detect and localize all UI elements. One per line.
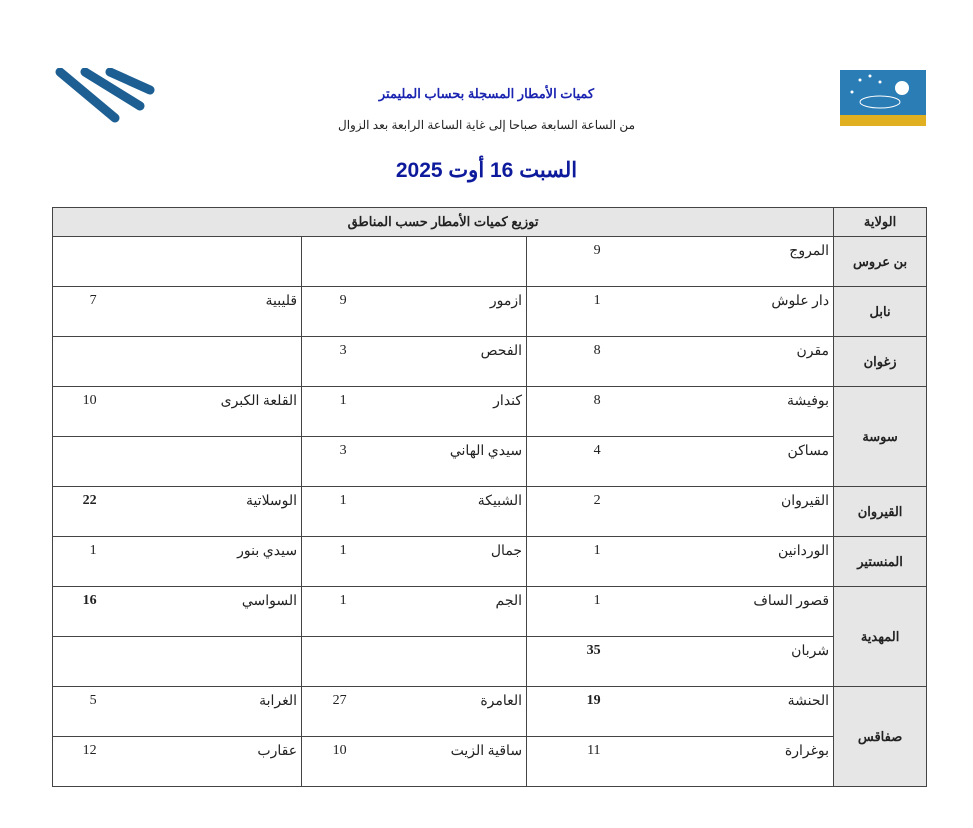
rainfall-value <box>53 437 102 487</box>
station-name: الحنشة <box>606 687 834 737</box>
station-name <box>102 637 302 687</box>
rainfall-value: 1 <box>302 487 352 537</box>
rainfall-value: 2 <box>527 487 606 537</box>
station-name <box>102 437 302 487</box>
rainfall-value: 9 <box>527 237 606 287</box>
station-name: بوغرارة <box>606 737 834 787</box>
station-name: الوردانين <box>606 537 834 587</box>
rainfall-value: 8 <box>527 387 606 437</box>
station-name: الفحص <box>352 337 527 387</box>
rainfall-value: 12 <box>53 737 102 787</box>
rainfall-value: 10 <box>302 737 352 787</box>
table-row <box>53 537 927 587</box>
station-name: دار علوش <box>606 287 834 337</box>
rainfall-value: 11 <box>527 737 606 787</box>
station-name: شربان <box>606 637 834 687</box>
station-name: القيروان <box>606 487 834 537</box>
rainfall-value <box>302 237 352 287</box>
station-name: قصور الساف <box>606 587 834 637</box>
station-name: سيدي بنور <box>102 537 302 587</box>
rainfall-value: 7 <box>53 287 102 337</box>
rainfall-value <box>53 637 102 687</box>
station-name: الجم <box>352 587 527 637</box>
rainfall-value: 1 <box>527 587 606 637</box>
rainfall-value: 1 <box>527 537 606 587</box>
rainfall-value <box>53 337 102 387</box>
rainfall-value: 1 <box>527 287 606 337</box>
governorate-cell: القيروان <box>834 487 927 537</box>
rainfall-value: 16 <box>53 587 102 637</box>
station-name: سيدي الهاني <box>352 437 527 487</box>
table-row <box>53 237 927 287</box>
station-name: عقارب <box>102 737 302 787</box>
rainfall-value: 27 <box>302 687 352 737</box>
rainfall-value: 1 <box>53 537 102 587</box>
station-name <box>352 637 527 687</box>
rainfall-value: 3 <box>302 437 352 487</box>
governorate-cell: سوسة <box>834 387 927 487</box>
station-name: كندار <box>352 387 527 437</box>
rainfall-value: 3 <box>302 337 352 387</box>
station-name: الغرابة <box>102 687 302 737</box>
governorate-cell: بن عروس <box>834 237 927 287</box>
governorate-cell: زغوان <box>834 337 927 387</box>
rainfall-value: 19 <box>527 687 606 737</box>
station-name: قليبية <box>102 287 302 337</box>
rainfall-value: 1 <box>302 387 352 437</box>
rainfall-value: 10 <box>53 387 102 437</box>
table-row <box>53 637 927 687</box>
rainfall-value <box>53 237 102 287</box>
station-name: جمال <box>352 537 527 587</box>
table-row <box>53 437 927 487</box>
rainfall-value: 22 <box>53 487 102 537</box>
governorate-cell: المهدية <box>834 587 927 687</box>
station-name <box>352 237 527 287</box>
table-row <box>53 487 927 537</box>
governorate-cell: صفاقس <box>834 687 927 787</box>
rainfall-table <box>52 207 927 787</box>
station-name: الوسلاتية <box>102 487 302 537</box>
station-name: مساكن <box>606 437 834 487</box>
station-name: الشبيكة <box>352 487 527 537</box>
table-row <box>53 387 927 437</box>
station-name: المروج <box>606 237 834 287</box>
station-name: السواسي <box>102 587 302 637</box>
report-title: كميات الأمطار المسجلة بحساب المليمتر <box>378 86 595 101</box>
report-subtitle: من الساعة السابعة صباحا إلى غاية الساعة الرابعة بعد الزوال <box>337 118 635 132</box>
governorate-header: الولاية <box>834 208 927 237</box>
governorate-cell: نابل <box>834 287 927 337</box>
rainfall-value: 8 <box>527 337 606 387</box>
rainfall-value: 4 <box>527 437 606 487</box>
station-name: العامرة <box>352 687 527 737</box>
table-row <box>53 737 927 787</box>
rainfall-value <box>302 637 352 687</box>
rainfall-value: 9 <box>302 287 352 337</box>
rainfall-value: 1 <box>302 587 352 637</box>
rainfall-value: 35 <box>527 637 606 687</box>
station-name: ازمور <box>352 287 527 337</box>
station-name <box>102 337 302 387</box>
rainfall-value: 1 <box>302 537 352 587</box>
station-name: مقرن <box>606 337 834 387</box>
governorate-cell: المنستير <box>834 537 927 587</box>
rainfall-value: 5 <box>53 687 102 737</box>
table-row <box>53 337 927 387</box>
table-row <box>53 587 927 637</box>
station-name <box>102 237 302 287</box>
table-row <box>53 287 927 337</box>
table-row <box>53 687 927 737</box>
station-name: بوفيشة <box>606 387 834 437</box>
station-name: القلعة الكبرى <box>102 387 302 437</box>
station-name: ساقية الزيت <box>352 737 527 787</box>
report-date: السبت 16 أوت 2025 <box>395 159 578 182</box>
distribution-header: توزيع كميات الأمطار حسب المناطق <box>53 208 834 237</box>
